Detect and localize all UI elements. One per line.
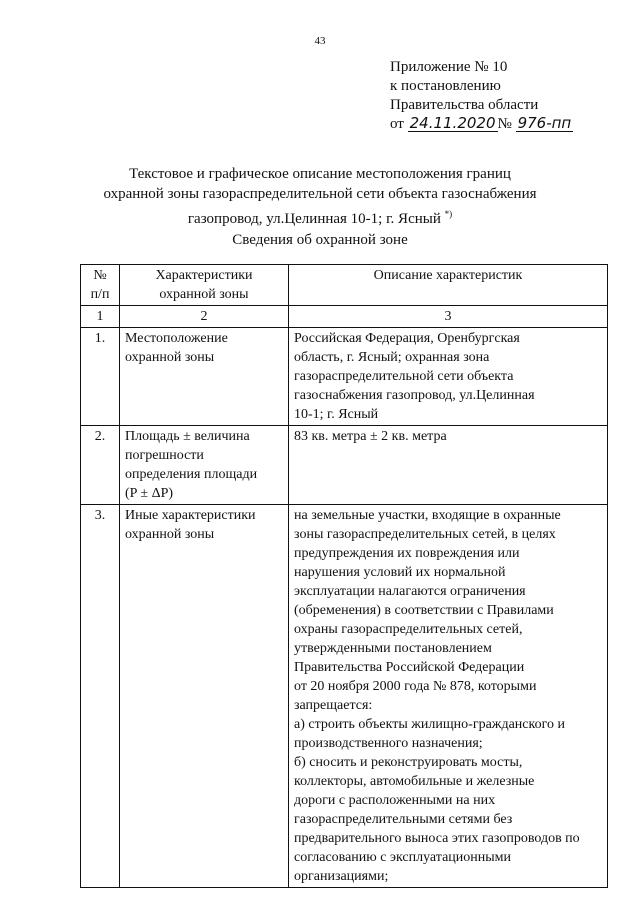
appendix-line-1: Приложение № 10 xyxy=(390,59,508,75)
appendix-line-2: к постановлению xyxy=(390,78,501,94)
page-number: 43 xyxy=(314,35,326,47)
title-line-3-text: газопровод, ул.Целинная 10-1; г. Ясный xyxy=(187,211,441,227)
header-characteristic: Характеристики охранной зоны xyxy=(120,265,289,306)
column-number-1: 1 xyxy=(81,306,120,328)
row-characteristic: Площадь ± величина погрешности определения площади (P ± ΔP) xyxy=(120,426,289,505)
table-row xyxy=(81,328,608,426)
title-line-1: Текстовое и графическое описание местоположения границ xyxy=(129,166,511,182)
row-description: на земельные участки, входящие в охранные зоны газораспределительных сетей, в целях предупреждения их повреждения или нарушения условий их нормальной эксплуатации налагаются ограничения (обременения) в соответствии с Правилами охраны газораспределительных сетей, утвержденными постановлением Правительства Российской Федерации от 20 ноября 2000 года № 878, которыми запрещается: а) строить объекты жилищно-гражданского и производственного назначения; б) сносить и реконструировать мосты, коллекторы, автомобильные и железные дороги с расположенными на них газораспределительными сетями без предварительного выноса этих газопроводов по согласованию с эксплуатационными организациями; xyxy=(289,505,608,888)
table-row xyxy=(81,426,608,505)
table-header-row xyxy=(81,265,608,306)
column-number-row xyxy=(81,306,608,328)
appendix-date-line xyxy=(390,115,573,134)
title-line-3 xyxy=(0,204,640,229)
row-number: 3. xyxy=(81,505,120,888)
appendix-number-label: № xyxy=(497,116,512,132)
document-title xyxy=(0,164,640,229)
protection-zone-table xyxy=(80,264,608,888)
row-characteristic: Местоположение охранной зоны xyxy=(120,328,289,426)
header-number: № п/п xyxy=(81,265,120,306)
appendix-line-3: Правительства области xyxy=(390,97,539,113)
section-subtitle: Сведения об охранной зоне xyxy=(232,232,408,248)
row-description: Российская Федерация, Оренбургская область, г. Ясный; охранная зона газораспределительной сети объекта газоснабжения газопровод, ул.Целинная 10-1; г. Ясный xyxy=(289,328,608,426)
row-description: 83 кв. метра ± 2 кв. метра xyxy=(289,426,608,505)
title-line-2: охранной зоны газораспределительной сети объекта газоснабжения xyxy=(103,186,537,202)
header-description: Описание характеристик xyxy=(289,265,608,306)
appendix-date: 24.11.2020 xyxy=(409,114,496,132)
row-characteristic: Иные характеристики охранной зоны xyxy=(120,505,289,888)
column-number-3: 3 xyxy=(289,306,608,328)
row-number: 2. xyxy=(81,426,120,505)
appendix-block xyxy=(390,58,573,134)
appendix-from-label: от xyxy=(390,116,404,132)
table-row xyxy=(81,505,608,888)
appendix-number: 976-пп xyxy=(517,114,572,132)
column-number-2: 2 xyxy=(120,306,289,328)
row-number: 1. xyxy=(81,328,120,426)
footnote-mark: *) xyxy=(444,209,453,219)
